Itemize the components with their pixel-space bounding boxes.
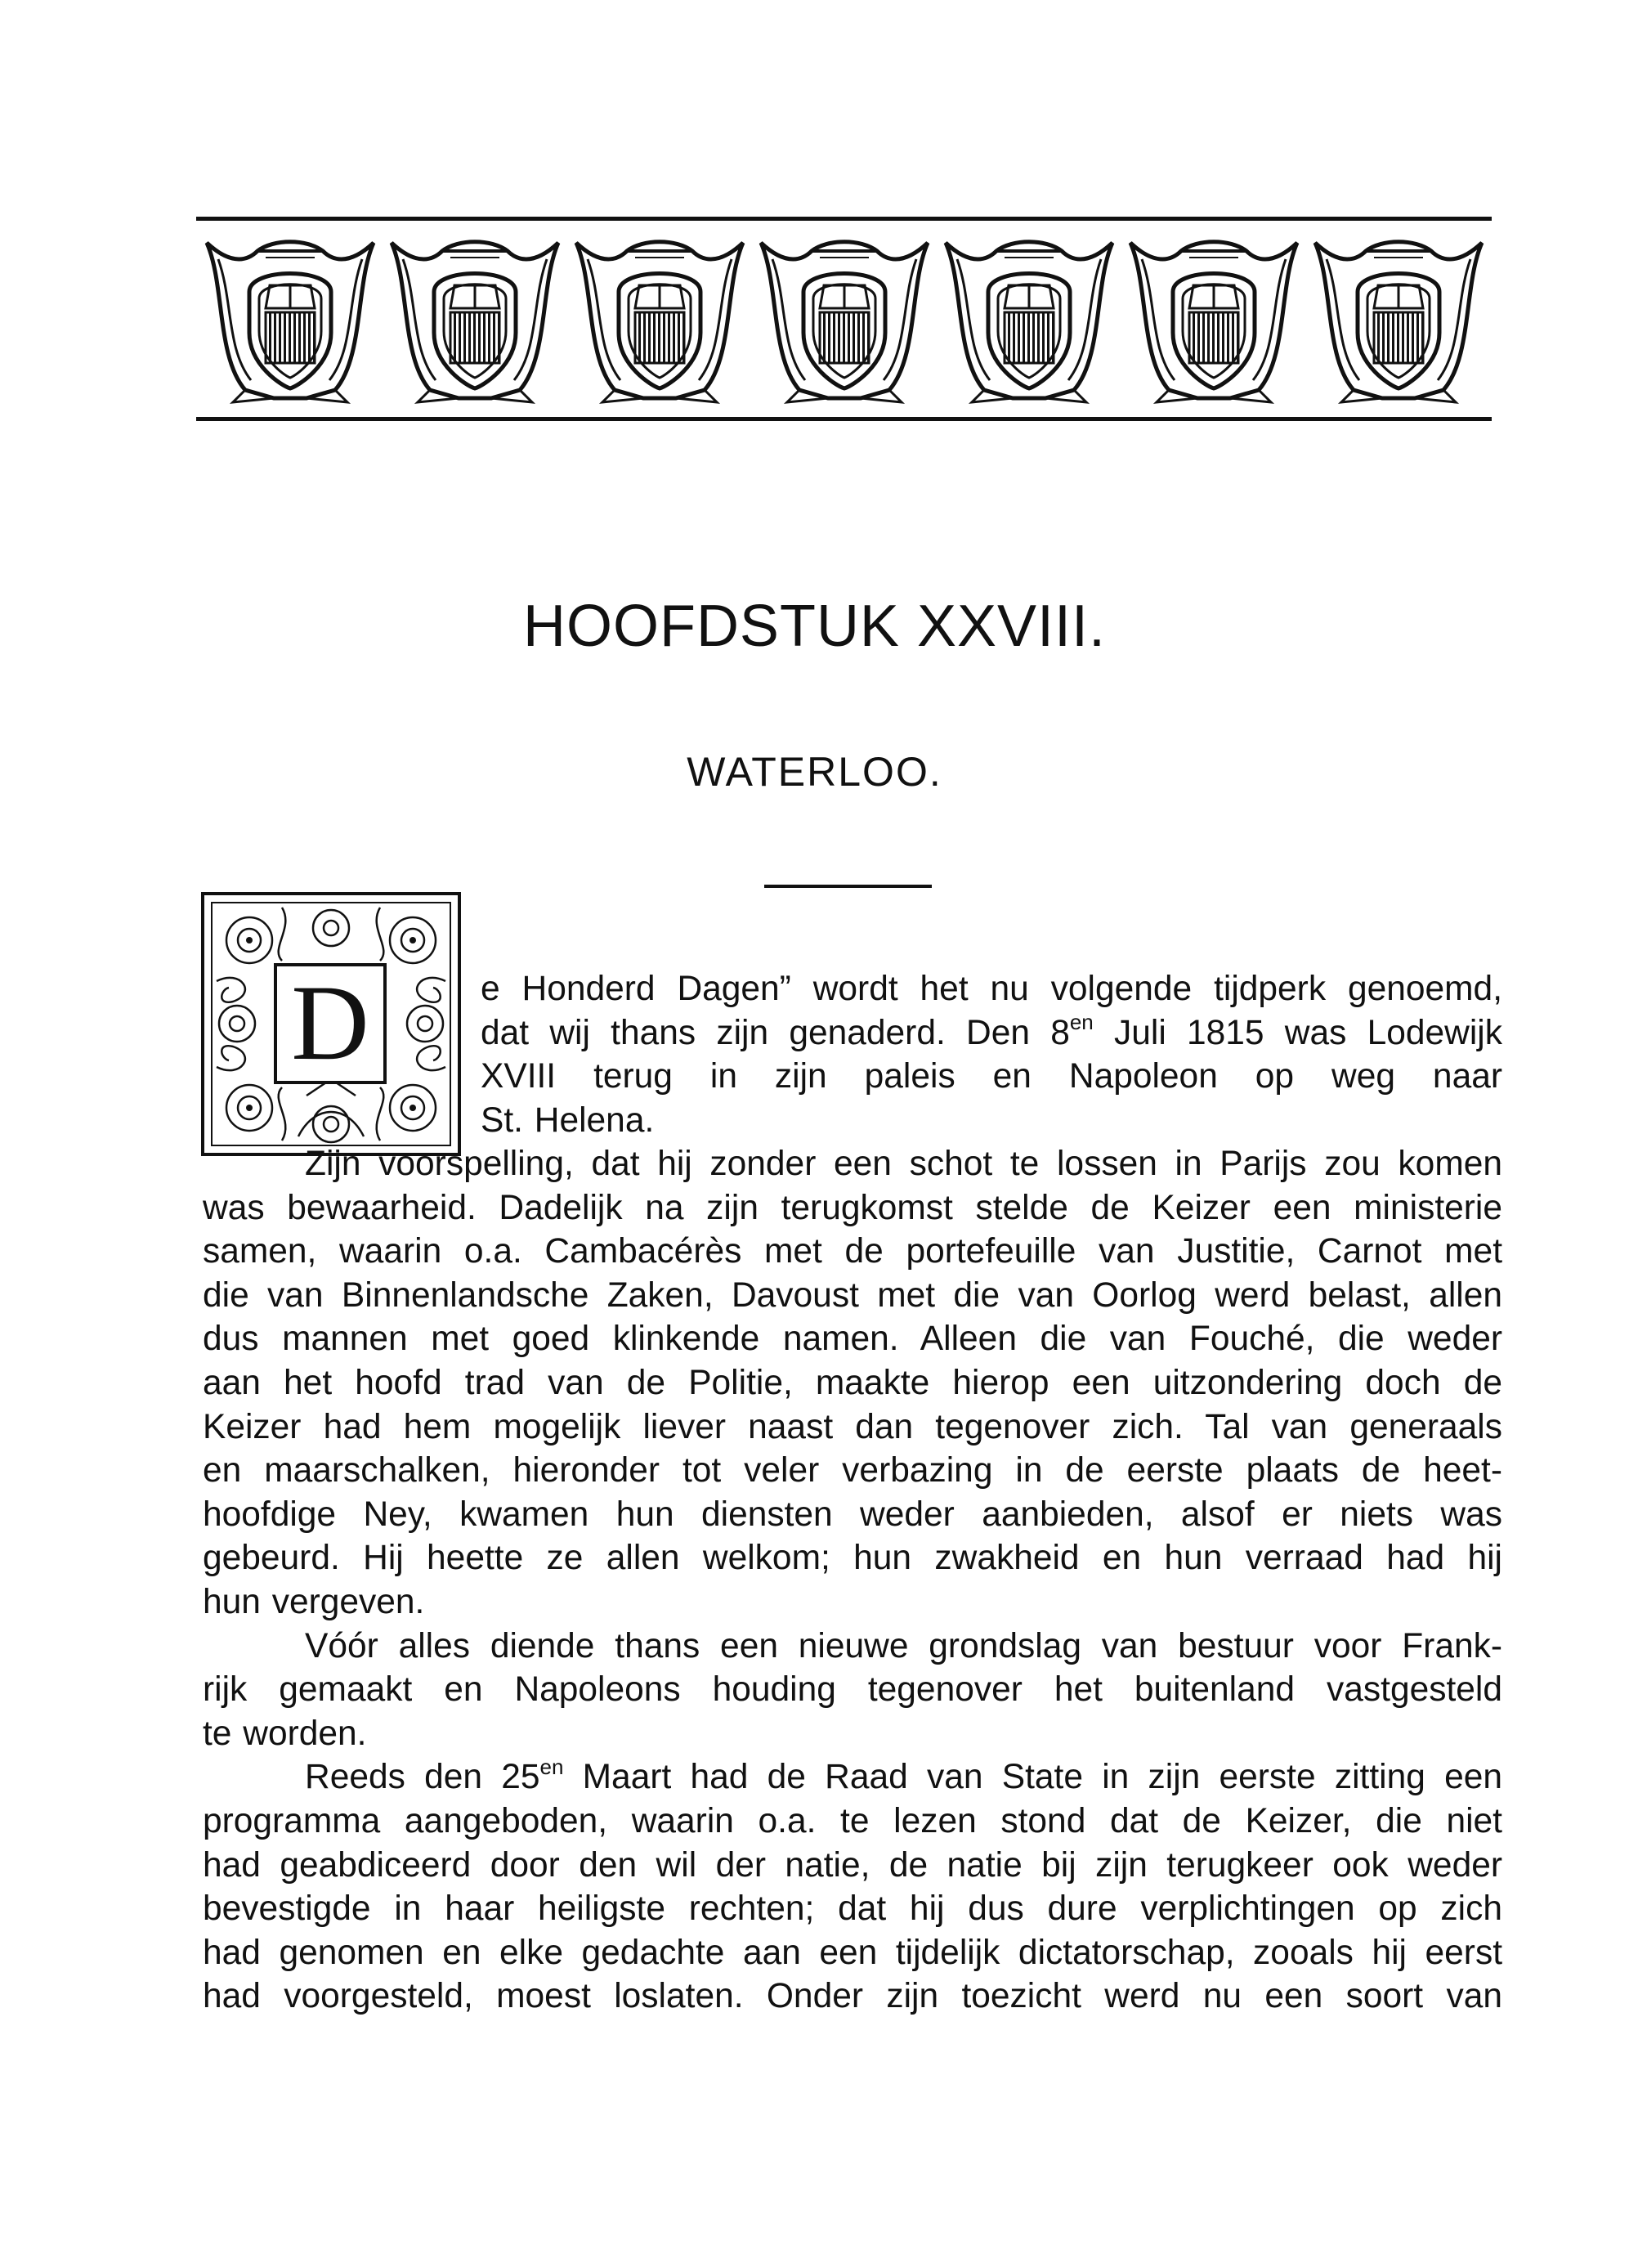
text-line: gebeurd. Hij heette ze allen welkom; hun zwakheid en hun verraad had hij [203, 1539, 1502, 1578]
chapter-title: HOOFDSTUK XXVIII. [522, 594, 1107, 659]
text-fragment: dat wij thans zijn genaderd. Den 8 [481, 1013, 1070, 1052]
text-line [203, 1755, 1502, 1800]
text-line: Keizer had hem mogelijk liever naast dan tegenover zich. Tal van generaals [203, 1407, 1502, 1446]
text-line: was bewaarheid. Dadelijk na zijn terugkomst stelde de Keizer een ministerie [203, 1188, 1502, 1227]
text-line: Vóór alles diende thans een nieuwe grondslag van bestuur voor Frank- [305, 1626, 1502, 1665]
scarab-frieze-ornament [196, 235, 1492, 406]
text-line: rijk gemaakt en Napoleons houding tegenover het buitenland vastgesteld [203, 1670, 1502, 1710]
superscript: en [539, 1755, 564, 1780]
text-fragment: Maart had de Raad van State in zijn eerste zitting een [582, 1758, 1502, 1797]
text-line: te worden. [203, 1714, 367, 1753]
paragraph [203, 1625, 1502, 1756]
text-line: aan het hoofd trad van de Politie, maakte hierop een uitzondering doch de [203, 1363, 1502, 1402]
initial-letter: D [274, 963, 387, 1084]
text-line: programma aangeboden, waarin o.a. te lezen stond dat de Keizer, die niet [203, 1801, 1502, 1840]
text-fragment: Reeds den 25 [305, 1758, 540, 1797]
text-line: e Honderd Dagen” wordt het nu volgende tijdperk genoemd, [481, 970, 1502, 1008]
drop-initial [200, 891, 462, 1157]
opening-text [481, 967, 1502, 1142]
text-line: XVIII terug in zijn paleis en Napoleon op weg naar [481, 1057, 1502, 1096]
text-line: hun vergeven. [203, 1582, 425, 1621]
superscript: en [1069, 1010, 1094, 1035]
paragraph [203, 1755, 1502, 2019]
text-line: samen, waarin o.a. Cambacérès met de portefeuille van Justitie, Carnot met [203, 1232, 1502, 1271]
text-line [481, 1011, 1502, 1056]
text-line: St. Helena. [481, 1100, 655, 1140]
header-rule-top [196, 217, 1492, 221]
text-line: hoofdige Ney, kwamen hun diensten weder aanbieden, alsof er niets was [203, 1495, 1502, 1534]
text-line: en maarschalken, hieronder tot veler verbazing in de eerste plaats de heet- [203, 1451, 1502, 1490]
text-line: had geabdiceerd door den wil der natie, de natie bij zijn terugkeer ook weder [203, 1845, 1502, 1885]
text-line: die van Binnenlandsche Zaken, Davoust met die van Oorlog werd belast, allen [203, 1275, 1502, 1315]
header-ornament-band [196, 217, 1492, 421]
text-line: had voorgesteld, moest loslaten. Onder zijn toezicht werd nu een soort van [203, 1977, 1502, 2016]
text-fragment: Juli 1815 was Lodewijk [1114, 1013, 1502, 1052]
chapter-subtitle: WATERLOO. [687, 749, 942, 795]
paragraph [203, 1142, 1502, 1625]
text-line: bevestigde in haar heiligste rechten; dat hij dus dure verplichtingen op zich [203, 1889, 1502, 1929]
text-line: had genomen en elke gedachte aan een tijdelijk dictatorschap, zooals hij eerst [203, 1933, 1502, 1972]
title-divider [764, 885, 932, 888]
text-line: dus mannen met goed klinkende namen. Alleen die van Fouché, die weder [203, 1320, 1502, 1359]
text-line: Zijn voorspelling, dat hij zonder een schot te lossen in Parijs zou komen [305, 1145, 1502, 1183]
header-rule-bottom [196, 417, 1492, 421]
body-text [203, 1142, 1502, 2019]
